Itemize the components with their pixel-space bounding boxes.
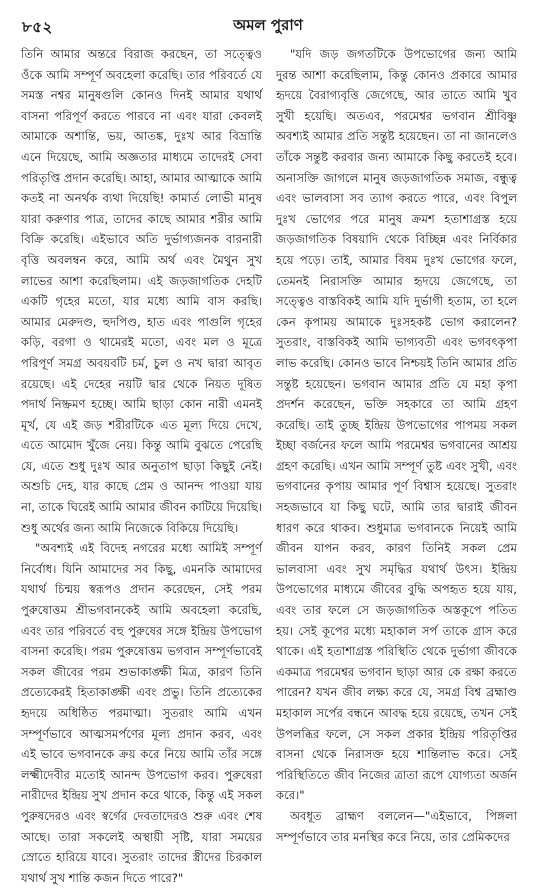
right-column [276,44,517,847]
paragraph: "যদি জড় জগতটিকে উপভোগের জন্য আমি দুরন্ত আশা করেছিলাম, কিন্তু কোনও প্রকারে আমার হৃদয়ে বৈরাগ্যবৃত্তি জেগেছে, আর তাতে আমি খুব সুখী হয়েছি। অতএব, পরমেশ্বর ভগবান শ্রীবিষ্ণু অবশ্যই আমার প্রতি সন্তুষ্ট হয়েছেন। তা না জানলেও তাঁকে সন্তুষ্ট করবার জন্য আমাকে কিছু করতেই হবে। অনাসক্তি জাগলে মানুষ জড়জাগতিক সমাজ, বন্ধুত্ব এবং ভালবাসা সব ত্যাগ করতে পারে, এবং বিপুল দুঃখ ভোগের পরে মানুষ ক্রমশ হতাশাগ্রস্ত হয়ে জড়জাগতিক বিষয়াদি থেকে বিচ্ছিন্ন এবং নির্বিকার হয়ে পড়ে। তাই, আমার বিষম দুঃখ ভোগের ফলে, তেমনই নিরাসক্তি আমার হৃদয়ে জেগেছে, তা সত্ত্বেও বাস্তবিকই আমি যদি দুর্ভাগী হতাম, তা হলে কেন কৃপাময় আমাকে দুঃসহকষ্ট ভোগ করালেন? সুতরাং, বাস্তবিকই আমি ভাগ্যবতী এবং ভগবৎকৃপা লাভ করেছি। কোনও ভাবে নিশ্চয়ই তিনি আমার প্রতি সন্তুষ্ট হয়েছেন। ভগবান আমার প্রতি যে মহা কৃপা প্রদর্শন করেছেন, ভক্তি সহকারে তা আমি গ্রহণ করেছি। তাই তুচ্ছ ইন্দ্রিয় উপভোগের পাপময় সকল ইচ্ছা বর্জনের ফলে আমি পরমেশ্বর ভগবানের আশ্রয় গ্রহণ করেছি। এখন আমি সম্পূর্ণ তুষ্ট এবং সুখী, এবং ভগবানের কৃপায় আমার পূর্ণ বিশ্বাস হয়েছে। সুতরাং সহজভাবে যা কিছু ঘটে, আমি তার দ্বারাই জীবন ধারণ করে থাকব। শুধুমাত্র ভগবানকে নিয়েই আমি জীবন যাপন করব, কারণ তিনিই সকল প্রেম ভালবাসা এবং সুখ সমৃদ্ধির যথার্থ উৎস। ইন্দ্রিয় উপভোগের মাধ্যমে জীবের বুদ্ধি অপহৃত হয়ে যায়, এবং তার ফলে সে জড়জাগতিক অস্তকূপে পতিত হয়। সেই কূপের মধ্যে মহাকাল সর্প তাকে গ্রাস করে থাকে। এই হতাশাগ্রস্ত পরিস্থিতি থেকে দুর্ভাগা জীবকে একমাত্র পরমেশ্বর ভগবান ছাড়া আর কে রক্ষা করতে পারেন? যখন জীব লক্ষ্য করে যে, সমগ্র বিশ্ব ব্রহ্মাণ্ড মহাকাল সর্পের বন্ধনে আবদ্ধ হয়ে রয়েছে, তখন সেই উপলব্ধির ফলে, সে সকল প্রকার ইন্দ্রিয় পরিতৃপ্তির বাসনা থেকে নিরাসক্ত হয়ে শান্তিলাভ করে। সেই পরিস্থিতিতে জীব নিজের ত্রাতা রূপে যোগ্যতা অর্জন করে।" [276,47,517,803]
paragraph: অবধূত ব্রাহ্মণ বললেন—"এইভাবে, পিঙ্গলা সম্পূর্ণভাবে তার মনস্থির করে নিয়ে, তার প্রেমিকদের [276,808,517,844]
running-title: অমল পুরাণ [233,16,303,34]
paragraph: "অবশ্যই এই বিদেহ নগরের মধ্যে আমিই সম্পূর্ণ নির্বোধ। যিনি আমাদের সব কিছু, এমনকি আমাদের যথার্থ চিন্ময় স্বরূপও প্রদান করেছেন, সেই পরম পুরুষোত্তম শ্রীভগবানকেই আমি অবহেলা করেছি, এবং তার পরিবর্তে বহু পুরুষের সঙ্গে ইন্দ্রিয় উপভোগ বাসনা করেছি। পরম পুরুষোত্তম ভগবান সম্পূর্ণভাবেই সকল জীবের পরম শুভাকাঙ্ক্ষী মিত্র, কারণ তিনি প্রত্যেকেরই হিতাকাঙ্ক্ষী এবং প্রভু। তিনি প্রত্যেকের হৃদয়ে অধিষ্ঠিত পরমাত্মা। সুতরাং আমি এখন সম্পূর্ণভাবে আত্মসমর্পণের মূল্য প্রদান করব, এবং এই ভাবে ভগবানকে ক্রয় করে নিয়ে আমি তাঁর সঙ্গে লক্ষ্মীদেবীর মতোই আনন্দ উপভোগ করব। পুরুষেরা নারীদের ইন্দ্রিয় সুখ প্রদান করে থাকে, কিন্তু এই সকল পুরুষদেরও এবং স্বর্গের দেবতাদেরও শুরু এবং শেষ আছে। তারা সকলেই অস্থায়ী সৃষ্টি, যারা সময়ের স্রোতে হারিয়ে যাবে। সুতরাং তাদের স্ত্রীদের চিরকাল যথার্থ সুখ শান্তি কজন দিতে পারে?" [21,541,262,885]
paragraph: তিনি আমার অন্তরে বিরাজ করছেন, তা সত্ত্বেও ওঁকে আমি সম্পূর্ণ অবহেলা করেছি। তার পরিবর্তে যে সমস্ত নশ্বর মানুষগুলি কোনও দিনই আমার যথার্থ বাসনা পরিপূর্ণ করতে পারবে না এবং যারা কেবলই আমাকে অশান্তি, ভয়, আতঙ্ক, দুঃখ আর বিভ্রান্তি এনে দিয়েছে, আমি অজ্ঞতার মাধ্যমে তাদেরই সেবা পরিতৃপ্তি প্রদান করেছি। আহা, আমার আত্মাকে আমি কতই না অনর্থক ব্যথা দিয়েছি! কামার্ত লোভী মানুষ যারা করুণার পাত্র, তাদের কাছে আমার শরীর আমি বিক্রি করেছি। এইভাবে অতি দুর্ভাগ্যজনক বারনারী বৃত্তি অবলম্বন করে, আমি অর্থ এবং মৈথুন সুখ লাভের আশা করেছিলাম। এই জড়জাগতিক দেহটি একটি গৃহের মতো, যার মধ্যে আমি বাস করছি। আমার মেরুদণ্ড, হুদপিণ্ড, হাত এবং পাগুলি গৃহের কড়ি, বরগা ও থামেরই মতো, এবং মল ও মূত্রে পরিপূর্ণ সমগ্র অবয়বটি চর্ম, চুল ও নখ দ্বারা আবৃত রয়েছে। এই দেহের নয়টি দ্বার থেকে নিয়ত দূষিত পদার্থ নিষ্ক্রমণ হচ্ছে। আমি ছাড়া কোন নারী এমনই মূর্খ, যে এই জড় শরীরটিকে এত মূল্য দিয়ে দেখে, এতে আমোদ খুঁজে নেয়। কিন্তু আমি বুঝতে পেরেছি যে, এতে শুধু দুঃখ আর অনুতাপ ছাড়া কিছুই নেই। অশুচি দেহ, যার কাছে প্রেম ও আনন্দ পাওয়া যায় না, তাকে ঘিরেই আমি আমার জীবন কাটিয়ে দিয়েছি। শুধু অর্থের জন্য আমি নিজেকে বিকিয়ে দিয়েছি। [21,47,262,535]
left-column [21,44,262,888]
page-number: ৮৫২ [22,18,53,36]
page-header [0,0,536,44]
